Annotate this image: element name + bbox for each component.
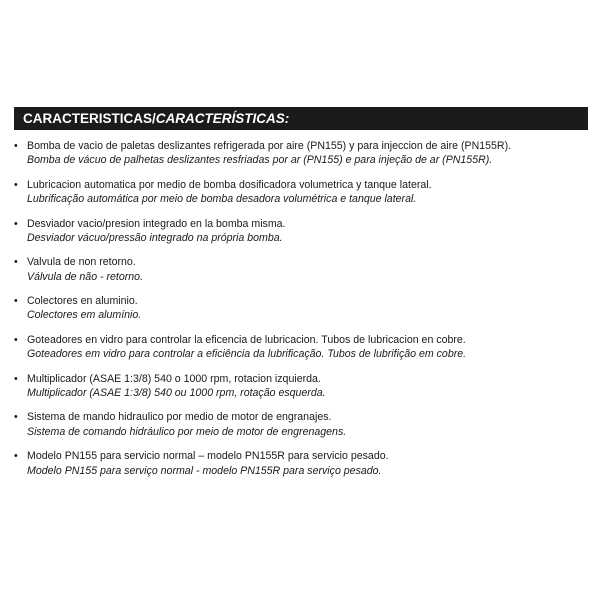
header-title-pt: CARACTERÍSTICAS: [155, 111, 290, 126]
feature-text-es: Colectores en aluminio. [27, 295, 138, 308]
bullet-icon: • [14, 411, 18, 424]
section-header [14, 107, 588, 130]
feature-text-pt: Bomba de vácuo de palhetas deslizantes resfriadas por ar (PN155) e para injeção de ar (PN155R). [27, 154, 493, 167]
feature-text-es: Bomba de vacio de paletas deslizantes refrigerada por aire (PN155) y para injeccion de aire (PN155R). [27, 140, 512, 152]
feature-item-drippers [14, 333, 588, 362]
feature-text-pt: Colectores em alumínio. [27, 309, 142, 322]
feature-item-multiplier [14, 372, 588, 401]
feature-text-pt: Desviador vácuo/pressão integrado na própria bomba. [27, 231, 283, 244]
bullet-icon: • [14, 217, 18, 230]
feature-text-es: Sistema de mando hidraulico por medio de motor de engranajes. [27, 411, 332, 424]
bullet-icon: • [14, 178, 18, 191]
feature-text-es: Desviador vacio/presion integrado en la bomba misma. [27, 217, 286, 230]
bullet-icon: • [14, 256, 18, 269]
header-title-es: CARACTERISTICAS/ [23, 111, 156, 126]
feature-item-lubrication [14, 178, 588, 207]
feature-text-es: Valvula de non retorno. [27, 256, 136, 269]
feature-item-diverter [14, 217, 588, 246]
feature-item-hydraulic [14, 410, 588, 439]
bullet-icon: • [14, 372, 18, 385]
feature-item-check-valve [14, 255, 588, 284]
feature-item-models [14, 449, 588, 478]
feature-text-pt: Modelo PN155 para serviço normal - modelo PN155R para serviço pesado. [27, 464, 382, 477]
feature-item-vacuum-pump [14, 139, 588, 168]
feature-text-pt: Sistema de comando hidráulico por meio de motor de engrenagens. [27, 425, 347, 438]
bullet-icon: • [14, 333, 18, 346]
feature-text-pt: Lubrificação automática por meio de bomba desadora volumétrica e tanque lateral. [27, 193, 417, 206]
bullet-icon: • [14, 295, 18, 308]
feature-text-pt: Multiplicador (ASAE 1:3/8) 540 ou 1000 rpm, rotação esquerda. [27, 386, 326, 399]
feature-text-es: Lubricacion automatica por medio de bomba dosificadora volumetrica y tanque lateral. [27, 178, 432, 191]
feature-text-pt: Válvula de não - retorno. [27, 270, 144, 283]
bullet-icon: • [14, 450, 18, 463]
feature-item-collectors [14, 294, 588, 323]
feature-text-es: Modelo PN155 para servicio normal – modelo PN155R para servicio pesado. [27, 450, 389, 463]
bullet-icon: • [14, 140, 18, 152]
feature-text-es: Goteadores en vidro para controlar la eficencia de lubricacion. Tubos de lubricacion en cobre. [27, 333, 466, 346]
feature-text-pt: Goteadores em vidro para controlar a eficiência da lubrificação. Tubos de lubrifição em cobre. [27, 348, 467, 361]
feature-list [14, 139, 588, 488]
feature-text-es: Multiplicador (ASAE 1:3/8) 540 o 1000 rpm, rotacion izquierda. [27, 372, 321, 385]
